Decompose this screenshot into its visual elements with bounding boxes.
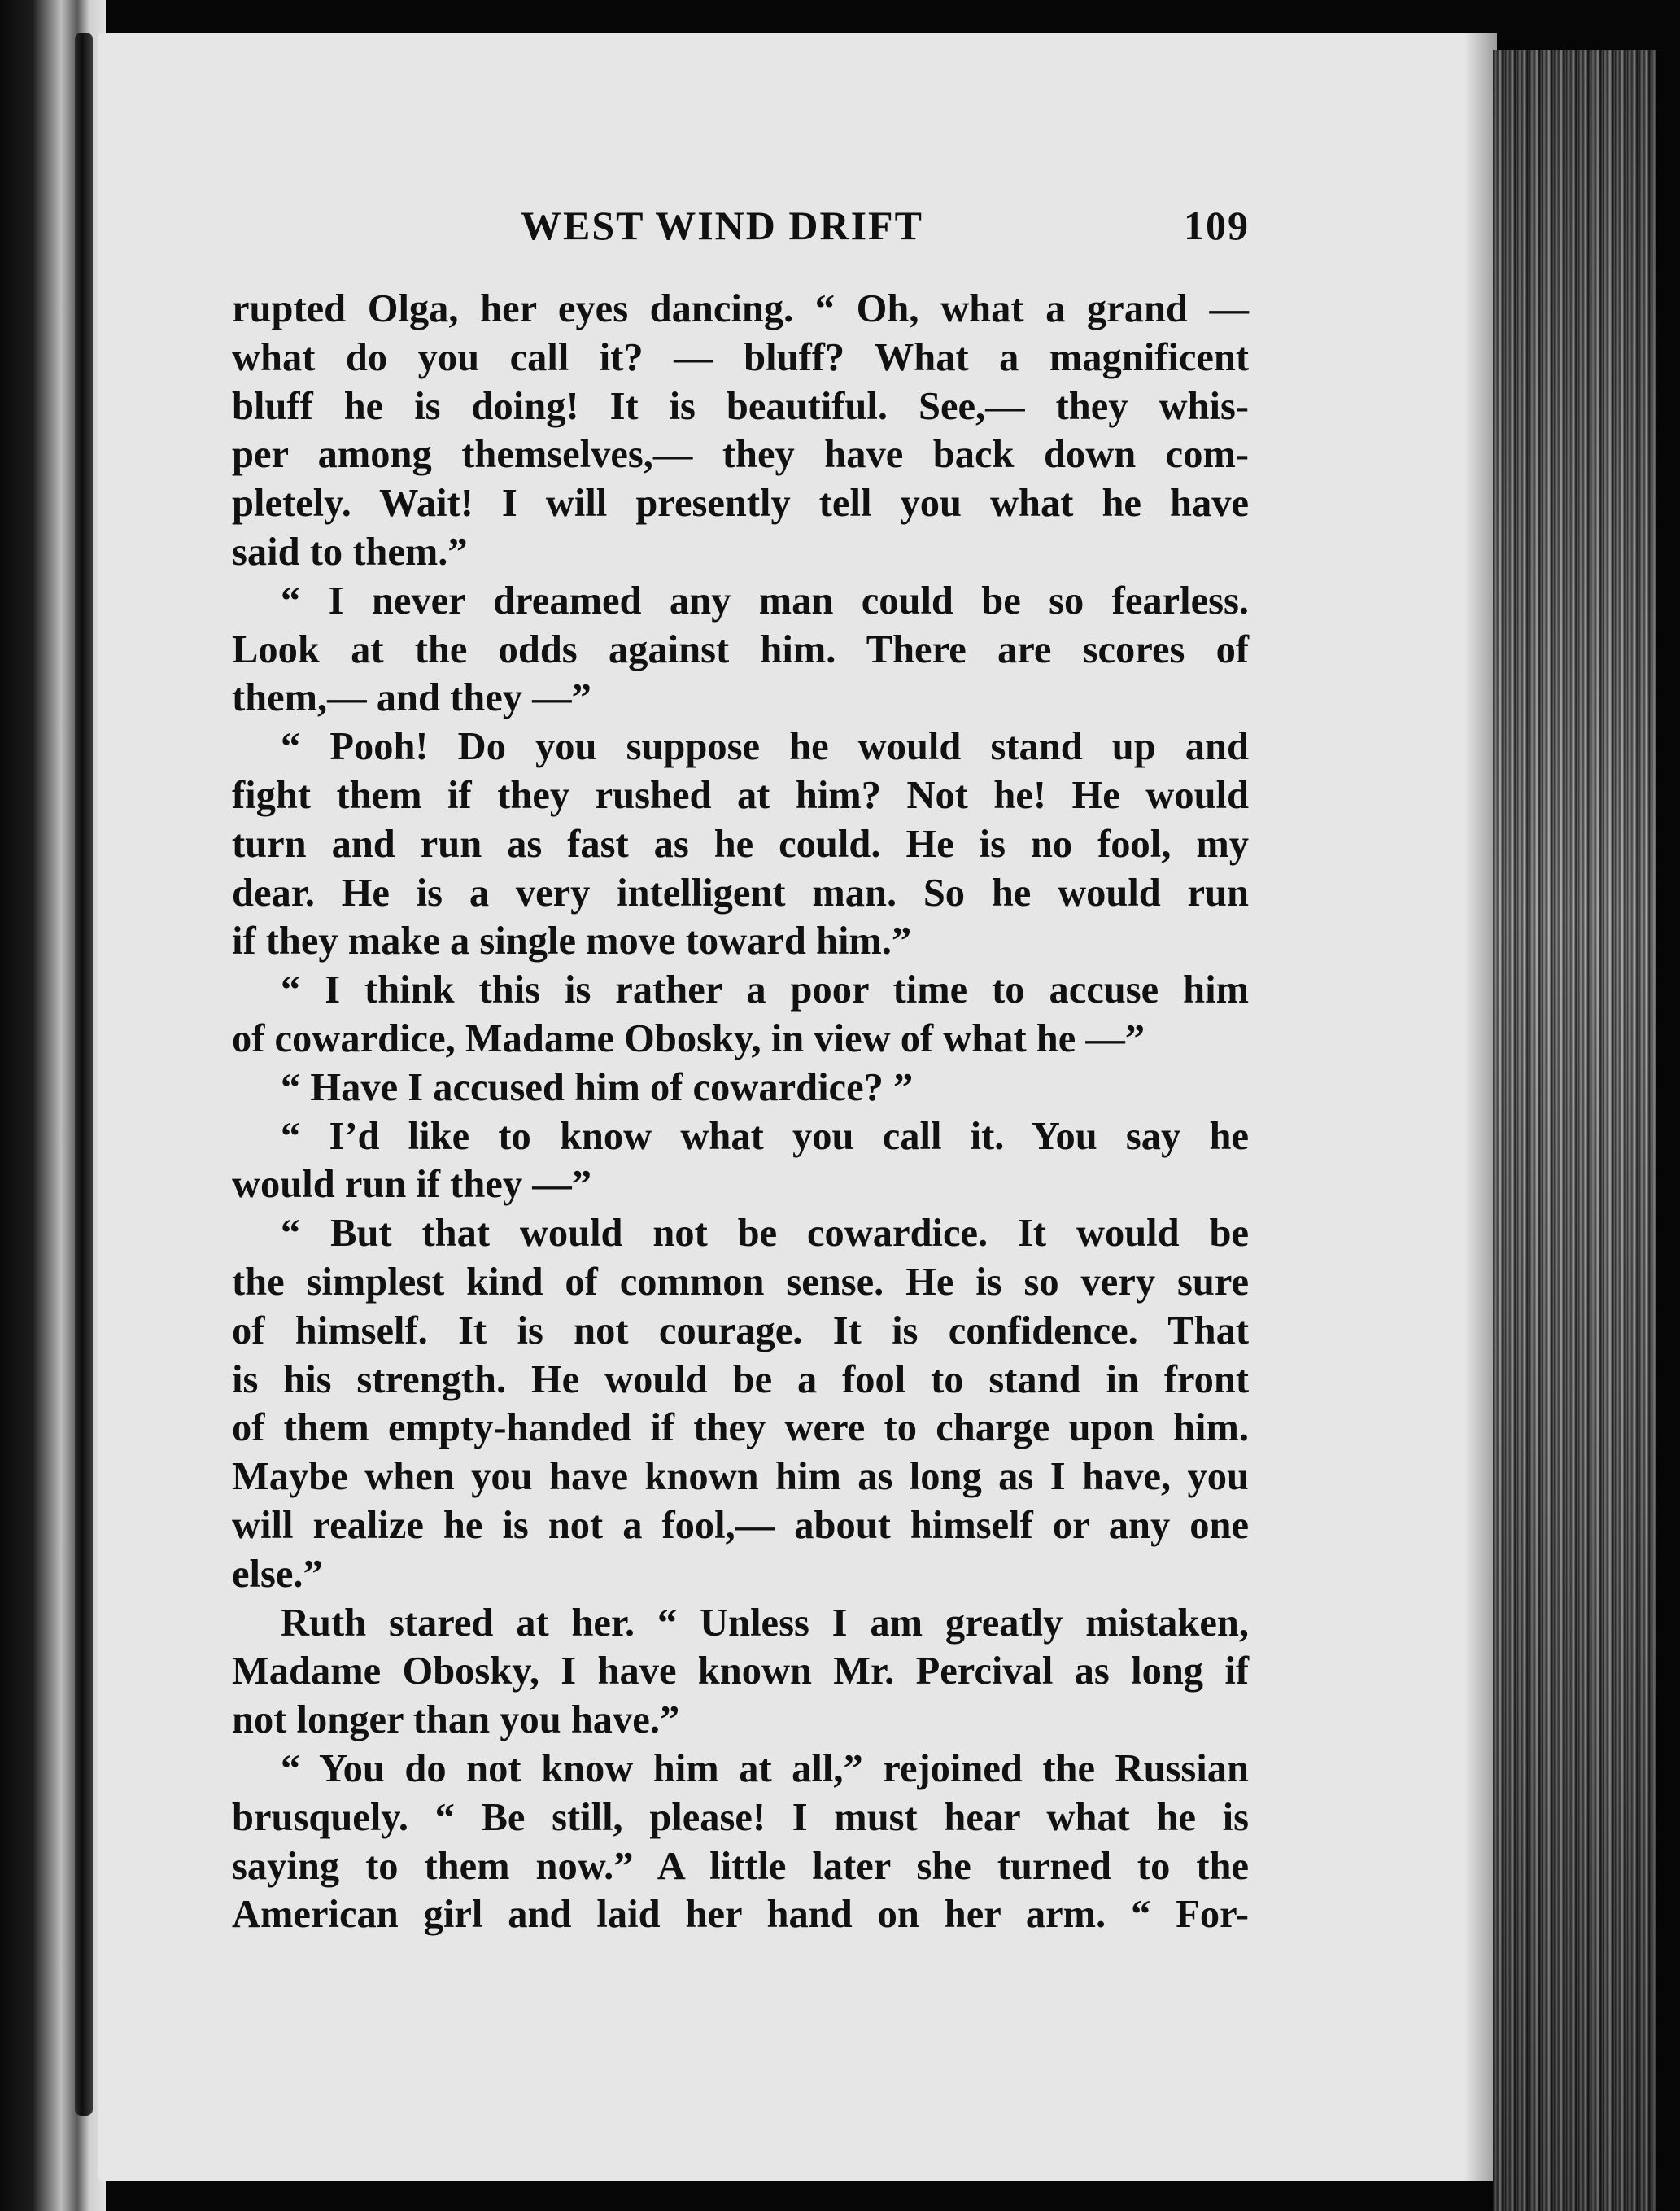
text-line: of them empty-handed if they were to charge upon him. — [232, 1406, 1249, 1450]
text-line: what do you call it? — bluff? What a magnificent — [232, 335, 1249, 379]
text-line: American girl and laid her hand on her arm. “ For- — [232, 1893, 1249, 1937]
text-line: brusquely. “ Be still, please! I must hear what he is — [232, 1795, 1249, 1839]
text-line: will realize he is not a fool,— about himself or any one — [232, 1503, 1249, 1547]
text-line: said to them.” — [232, 530, 468, 574]
text-line: if they make a single move toward him.” — [232, 920, 912, 963]
text-line: dear. He is a very intelligent man. So he would run — [232, 871, 1249, 915]
page-edge-shadow — [1464, 33, 1497, 2181]
text-line: of himself. It is not courage. It is confidence. That — [232, 1309, 1249, 1352]
page-number: 109 — [1184, 203, 1250, 248]
text-line: is his strength. He would be a fool to stand in front — [232, 1357, 1249, 1401]
text-line: turn and run as fast as he could. He is no fool, my — [232, 822, 1249, 866]
text-line: Look at the odds against him. There are scores of — [232, 627, 1249, 671]
text-line: else.” — [232, 1552, 323, 1596]
text-line: not longer than you have.” — [232, 1698, 680, 1742]
text-line: Ruth stared at her. “ Unless I am greatly mistaken, — [281, 1601, 1249, 1645]
gutter-shadow — [75, 33, 93, 2116]
text-line: “ But that would not be cowardice. It would be — [281, 1212, 1249, 1256]
text-line: “ I never dreamed any man could be so fearless. — [281, 579, 1249, 623]
text-line: rupted Olga, her eyes dancing. “ Oh, what a grand — — [232, 287, 1249, 330]
text-line: “ Have I accused him of cowardice? ” — [281, 1065, 914, 1109]
text-line: “ Pooh! Do you suppose he would stand up and — [281, 725, 1249, 769]
text-line: of cowardice, Madame Obosky, in view of what he —” — [232, 1016, 1145, 1060]
text-line: would run if they —” — [232, 1163, 591, 1207]
text-line: Maybe when you have known him as long as I have, you — [232, 1455, 1249, 1499]
text-line: them,— and they —” — [232, 676, 591, 720]
running-head — [236, 202, 1253, 259]
text-line: fight them if they rushed at him? Not he! He would — [232, 773, 1249, 817]
running-head-title: WEST WIND DRIFT — [521, 203, 923, 248]
text-line: Madame Obosky, I have known Mr. Percival as long if — [232, 1650, 1249, 1693]
page-stack-edge — [1493, 50, 1656, 2211]
text-line: “ I’d like to know what you call it. You say he — [281, 1114, 1249, 1158]
text-line: “ You do not know him at all,” rejoined the Russian — [281, 1746, 1249, 1790]
text-line: pletely. Wait! I will presently tell you what he have — [232, 482, 1249, 526]
text-line: “ I think this is rather a poor time to accuse him — [281, 968, 1249, 1012]
text-line: saying to them now.” A little later she turned to the — [232, 1844, 1249, 1888]
text-line: the simplest kind of common sense. He is so very sure — [232, 1260, 1249, 1304]
body-text — [232, 285, 1249, 1939]
text-line: per among themselves,— they have back down com- — [232, 433, 1249, 477]
text-line: bluff he is doing! It is beautiful. See,— they whis- — [232, 384, 1249, 428]
